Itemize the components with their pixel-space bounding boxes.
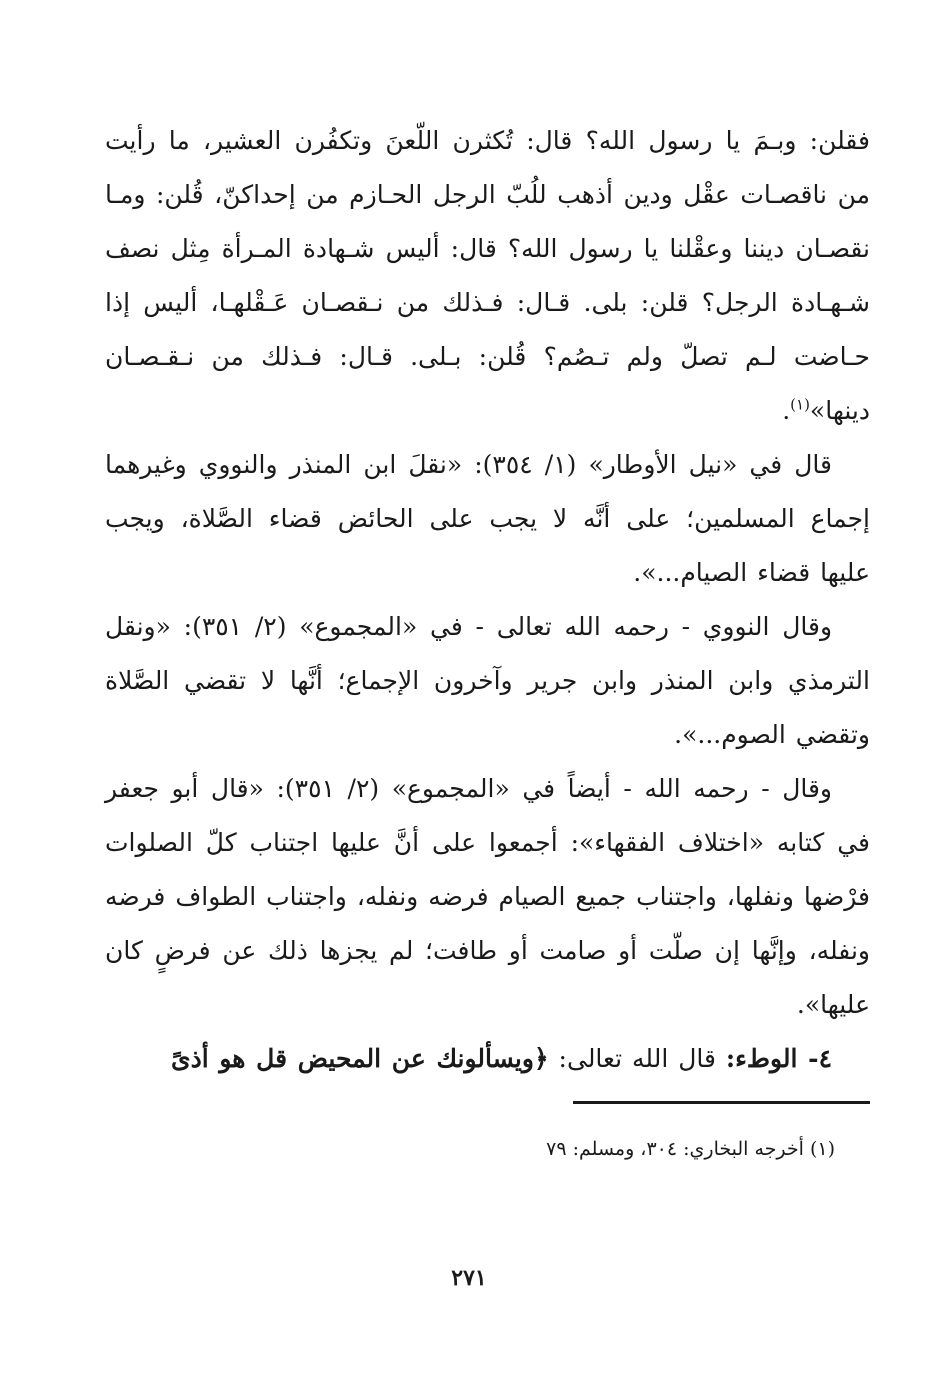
- paragraph-hadith-text: [105, 114, 870, 438]
- footnote-separator: [573, 1101, 870, 1104]
- paragraph-nayl-al-awtar: [105, 438, 870, 600]
- sentence-end: .: [782, 396, 791, 425]
- page-number: ٢٧١: [451, 1265, 487, 1291]
- quran-verse: ﴿ويسألونك عن المحيض قل هو أذىً: [171, 1044, 549, 1073]
- section-intercourse-line: [105, 1032, 870, 1086]
- paragraph-abu-jafar: [105, 762, 870, 1032]
- section-intercourse: [105, 1032, 870, 1086]
- paragraph-nawawi-text: وقال النووي - رحمه الله تعالى - في «المجموع» (٢/ ٣٥١): «ونقل الترمذي وابن المنذر وابن جرير وآخرون الإجماع؛ أنَّها لا تقضي الصَّلاة وتقضي الصوم...».: [105, 612, 870, 749]
- footnote: (١) أخرجه البخاري: ٣٠٤، ومسلم: ٧٩: [546, 1138, 835, 1160]
- section-intro-text: قال الله تعالى:: [548, 1044, 726, 1073]
- paragraph-nayl-al-awtar-text: قال في «نيل الأوطار» (١/ ٣٥٤): «نقلَ ابن المنذر والنووي وغيرهما إجماع المسلمين؛ على أنَّه لا يجب على الحائض قضاء الصَّلاة، ويجب عليها قضاء الصيام...».: [105, 450, 870, 587]
- paragraph-nawawi: [105, 600, 870, 762]
- hadith-text: فقلن: وبـمَ يا رسول الله؟ قال: تُكثرن اللّعنَ وتكفُرن العشير، ما رأيت من ناقصـات عقْل ودين أذهب للُبّ الرجل الحـازم من إحداكنّ، قُلن: ومـا نقصـان ديننا وعقْلنا يا رسول الله؟ قال: أليس شـهادة المـرأة مِثل نصف شـهـادة الرجل؟ قلن: بلى. قـال: فـذلك من نـقصـان عَـقْلهـا، أليس إذا حـاضت لـم تصلّ ولم تـصُم؟ قُلن: بـلى. قـال: فـذلك من نـقـصـان دينها»: [105, 126, 870, 425]
- paragraph-abu-jafar-text: وقال - رحمه الله - أيضاً في «المجموع» (٢/ ٣٥١): «قال أبو جعفر في كتابه «اختلاف الفقهاء»: أجمعوا على أنَّ عليها اجتناب كلّ الصلوات فرْضها ونفلها، واجتناب جميع الصيام فرضه ونفله، واجتناب الطواف فرضه ونفله، وإنَّها إن صلّت أو صامت أو طافت؛ لم يجزها ذلك عن فرضٍ كان عليها».: [105, 774, 870, 1019]
- section-heading: ٤- الوطء:: [725, 1044, 832, 1073]
- paragraph-hadith: [105, 114, 870, 438]
- footnote-reference: (١): [790, 395, 810, 414]
